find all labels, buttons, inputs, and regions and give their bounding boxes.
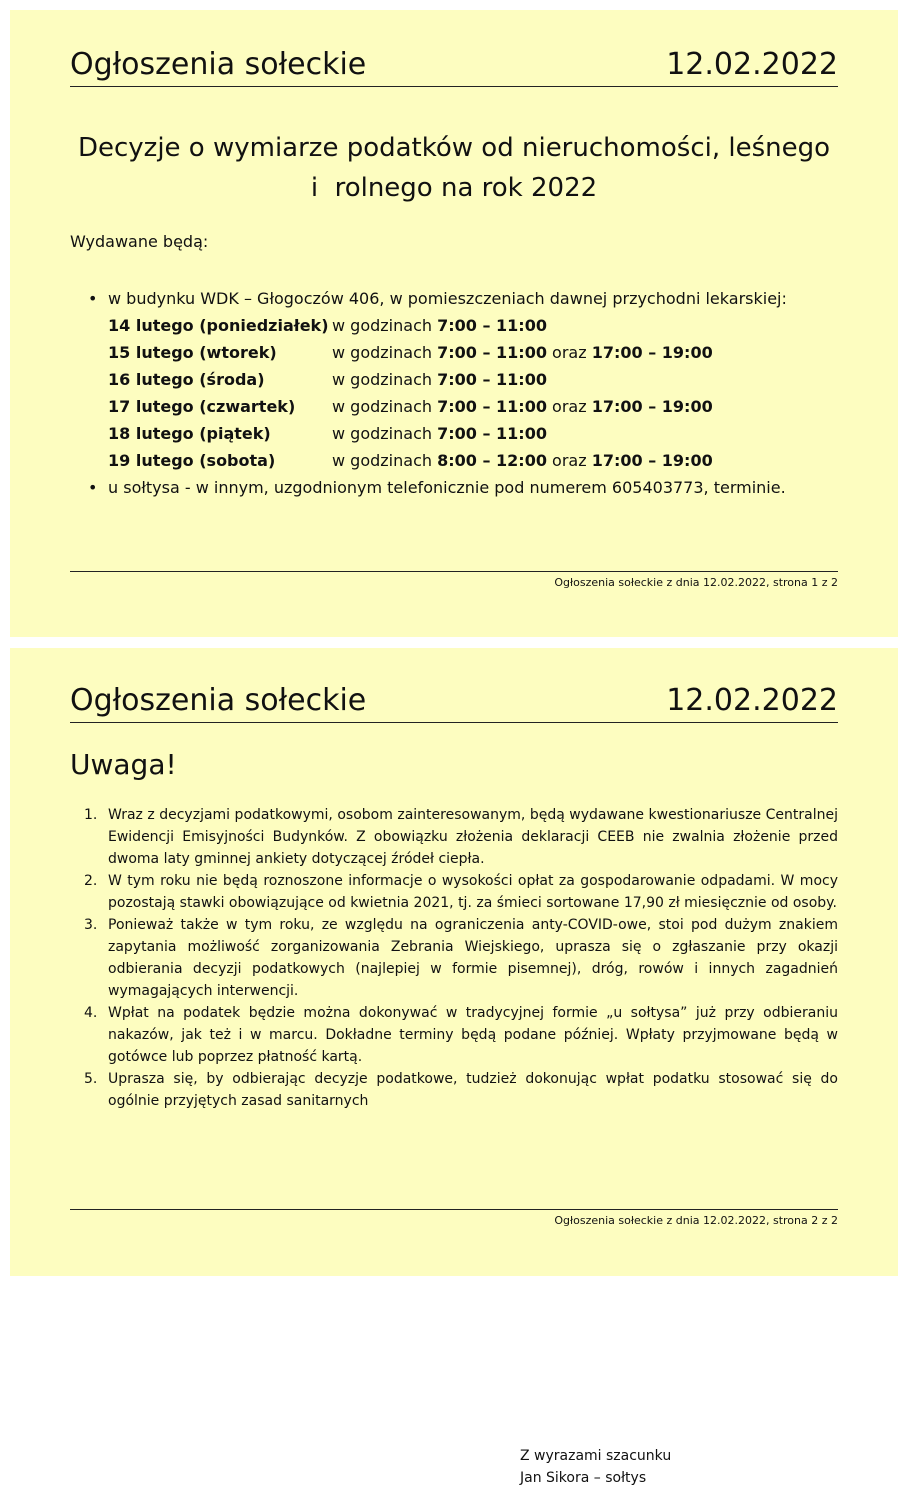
item-number: 1. — [84, 807, 98, 823]
schedule-hours — [332, 366, 547, 393]
schedule-row — [88, 339, 787, 366]
page-header — [70, 48, 838, 87]
intro-text: Wydawane będą: — [70, 232, 209, 251]
footer-rule — [70, 1209, 838, 1210]
time-range-1: 7:00 – 11:00 — [437, 424, 547, 443]
hours-prefix: w godzinach — [332, 451, 438, 470]
schedule-hours — [332, 339, 713, 366]
schedule-row — [88, 393, 787, 420]
item-text: Uprasza się, by odbierając decyzje podatkowe, tudzież dokonując wpłat podatku stosować się do ogólnie przyjętych zasad sanitarnych — [108, 1071, 838, 1109]
document-page-2 — [10, 648, 898, 1486]
hours-oraz: oraz — [546, 397, 592, 416]
hours-prefix: w godzinach — [332, 424, 438, 443]
list-item — [84, 914, 838, 1002]
item-text: Wpłat na podatek będzie można dokonywać w tradycyjnej formie „u sołtysa” już przy odbieraniu nakazów, jak też i w marcu. Dokładne terminy będą podane później. Wpłaty przyjmowane będą w gotówce lub poprzez płatność kartą. — [108, 1005, 838, 1065]
time-range-1: 7:00 – 11:00 — [437, 397, 547, 416]
notice-heading: Uwaga! — [70, 748, 177, 781]
location-list — [88, 285, 787, 501]
bullet-text: w budynku WDK – Głogoczów 406, w pomieszczeniach dawnej przychodni lekarskiej: — [108, 289, 787, 308]
signature-block — [520, 1445, 671, 1489]
time-range-1: 7:00 – 11:00 — [437, 343, 547, 362]
schedule-day: 16 lutego (środa) — [108, 370, 265, 389]
header-date: 12.02.2022 — [666, 47, 838, 82]
schedule-row — [88, 366, 787, 393]
notice-list — [84, 804, 838, 1112]
schedule-row — [88, 447, 787, 474]
item-text: Ponieważ także w tym roku, ze względu na ograniczenia anty-COVID-owe, stoi pod dużym znakiem zapytania możliwość zorganizowania Zebrania Wiejskiego, uprasza się o zgłaszanie przy okazji odbierania decyzji podatkowych (najlepiej w formie pisemnej), dróg, rowów i innych zagadnień wymagających interwencji. — [108, 917, 838, 999]
signature-name: Jan Sikora – sołtys — [520, 1470, 647, 1486]
announcement-title-line-1: Decyzje o wymiarze podatków od nieruchomości, leśnego — [77, 133, 831, 163]
closing-text: Z wyrazami szacunku — [520, 1448, 672, 1464]
item-number: 5. — [84, 1071, 98, 1087]
item-number: 3. — [84, 917, 98, 933]
list-item — [84, 1068, 838, 1112]
time-range-2: 17:00 – 19:00 — [591, 451, 713, 470]
header-date: 12.02.2022 — [666, 683, 838, 718]
schedule-day: 14 lutego (poniedziałek) — [108, 316, 329, 335]
time-range-2: 17:00 – 19:00 — [591, 397, 713, 416]
page-footer: Ogłoszenia sołeckie z dnia 12.02.2022, strona 1 z 2 — [554, 576, 838, 589]
list-item — [84, 870, 838, 914]
hours-prefix: w godzinach — [332, 316, 438, 335]
announcement-title-line-2: i rolnego na rok 2022 — [310, 173, 598, 203]
document-page-1 — [10, 10, 898, 637]
schedule-hours — [332, 420, 547, 447]
schedule-row — [88, 420, 787, 447]
item-text: Wraz z decyzjami podatkowymi, osobom zainteresowanym, będą wydawane kwestionariusze Centralnej Ewidencji Emisyjności Budynków. Z obowiązku złożenia deklaracji CEEB nie zwalnia złożenie przed dwoma laty gminnej ankiety dotyczącej źródeł ciepła. — [108, 807, 838, 867]
header-title: Ogłoszenia sołeckie — [70, 47, 367, 82]
schedule-day: 19 lutego (sobota) — [108, 451, 276, 470]
time-range-1: 7:00 – 11:00 — [437, 370, 547, 389]
schedule-day: 15 lutego (wtorek) — [108, 343, 277, 362]
hours-oraz: oraz — [546, 451, 592, 470]
list-item — [88, 474, 787, 501]
schedule-hours — [332, 393, 713, 420]
list-item — [84, 804, 838, 870]
time-range-2: 17:00 – 19:00 — [591, 343, 713, 362]
bullet-text: u sołtysa - w innym, uzgodnionym telefonicznie pod numerem 605403773, terminie. — [108, 478, 786, 497]
announcement-title — [70, 128, 838, 208]
item-number: 2. — [84, 873, 98, 889]
schedule-hours — [332, 312, 547, 339]
schedule-hours — [332, 447, 713, 474]
time-range-1: 8:00 – 12:00 — [437, 451, 547, 470]
schedule-table — [88, 312, 787, 474]
header-title: Ogłoszenia sołeckie — [70, 683, 367, 718]
page-footer: Ogłoszenia sołeckie z dnia 12.02.2022, strona 2 z 2 — [554, 1214, 838, 1227]
hours-oraz: oraz — [546, 343, 592, 362]
footer-rule — [70, 571, 838, 572]
hours-prefix: w godzinach — [332, 397, 438, 416]
item-number: 4. — [84, 1005, 98, 1021]
hours-prefix: w godzinach — [332, 370, 438, 389]
list-item — [88, 285, 787, 312]
schedule-day: 18 lutego (piątek) — [108, 424, 271, 443]
item-text: W tym roku nie będą roznoszone informacje o wysokości opłat za gospodarowanie odpadami. W mocy pozostają stawki obowiązujące od kwietnia 2021, tj. za śmieci sortowane 17,90 zł miesięcznie od osoby. — [108, 873, 838, 911]
page-header — [70, 684, 838, 723]
schedule-row — [88, 312, 787, 339]
bullet-icon: • — [88, 289, 98, 308]
list-item — [84, 1002, 838, 1068]
bullet-icon: • — [88, 478, 98, 497]
schedule-day: 17 lutego (czwartek) — [108, 397, 296, 416]
hours-prefix: w godzinach — [332, 343, 438, 362]
time-range-1: 7:00 – 11:00 — [437, 316, 547, 335]
